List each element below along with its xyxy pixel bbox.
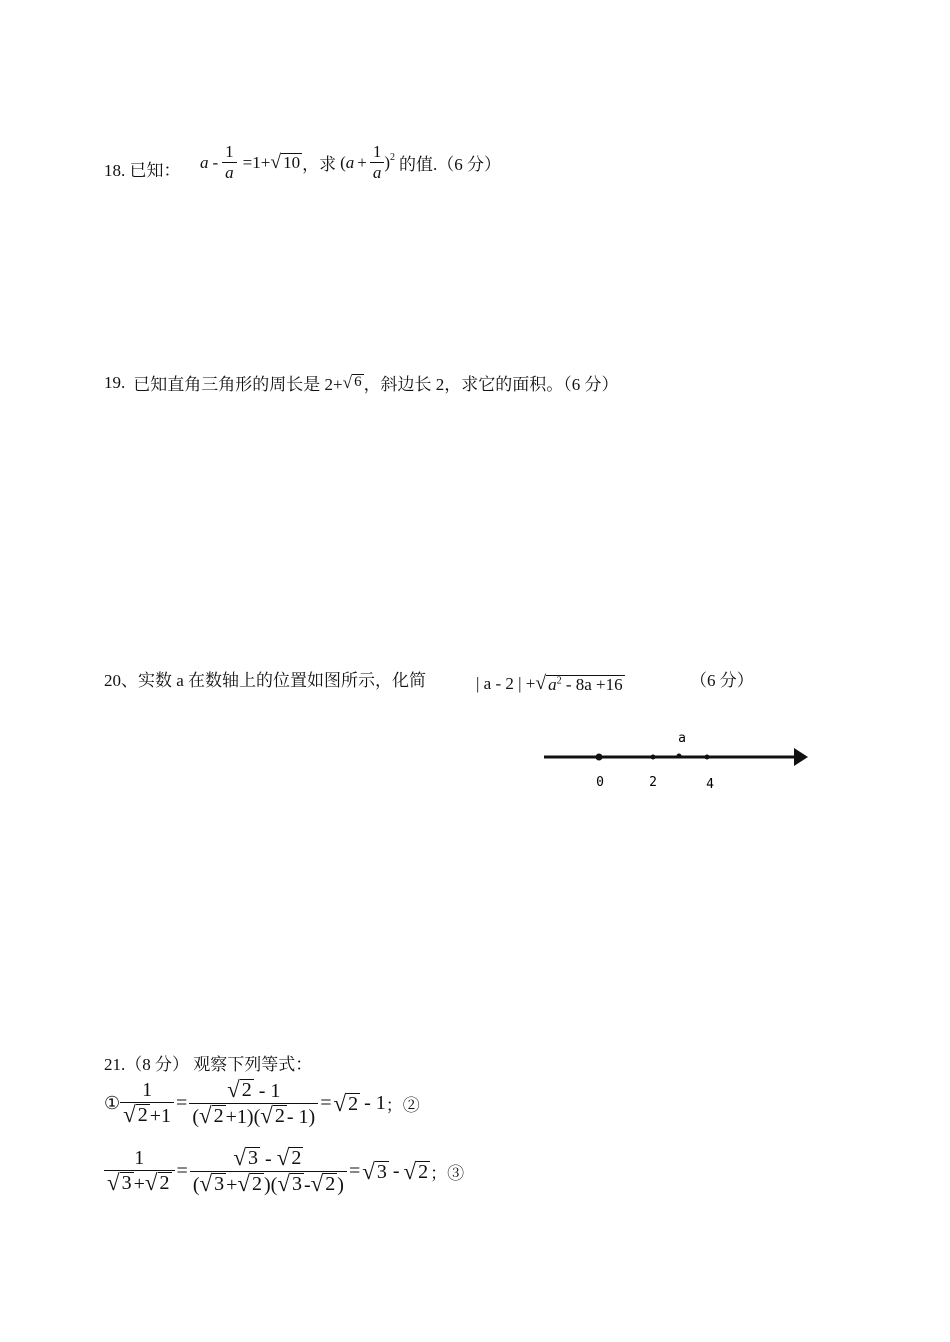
e2-frac-left: 1 √ 3 + √ 2: [104, 1147, 175, 1196]
e2-eq2: =: [348, 1160, 361, 1182]
q18-tail: 的值.（6 分）: [399, 155, 502, 174]
q19-text1: 已知直角三角形的周长是 2+: [133, 375, 343, 394]
q21-equation-1: [104, 1078, 420, 1129]
q21-header: 21.（8 分） 观察下列等式：: [104, 1055, 313, 1074]
q20-score: （6 分）: [690, 671, 754, 690]
q18-plus: +: [357, 152, 367, 172]
q20-text: 实数 a 在数轴上的位置如图所示，化简: [138, 671, 427, 690]
q20-sqrt: √ $a^2 - 8a +16$: [535, 673, 623, 695]
q18-paren-open: (: [340, 152, 346, 172]
q18-a2: a: [345, 152, 355, 172]
e1-eq: =: [176, 1092, 188, 1114]
q19-text2: ，斜边长 2，求它的面积。（6 分）: [363, 375, 619, 394]
point-a: [677, 754, 682, 759]
q18-intro: 已知：: [129, 161, 181, 180]
q18-number: 18.: [104, 161, 126, 180]
tick-label-4: 4: [706, 777, 714, 792]
q18-square: 2: [390, 152, 396, 163]
tick-label-0: 0: [596, 775, 604, 790]
q18-mid: ，求: [302, 155, 337, 174]
q20-abs: | a - 2 | +: [476, 674, 536, 693]
q18-sqrt10: √ 10: [270, 151, 301, 173]
question-18: [104, 156, 181, 181]
q20-number: 20、: [104, 671, 138, 690]
e2-frac-right: √ 3 - √ 2 ( √ 3 + √ 2 )( √ 3 - √ 2 ): [190, 1146, 347, 1197]
q19-number: 19.: [104, 372, 126, 392]
e1-result-rest: - 1: [364, 1092, 386, 1114]
circle-1: ①: [104, 1093, 121, 1113]
q18-minus: -: [212, 152, 219, 172]
question-20: [104, 666, 426, 691]
tick-0: [596, 754, 603, 761]
e1-eq2: =: [320, 1092, 332, 1114]
q18-lhs-a: a: [200, 152, 209, 172]
q18-formula: [200, 142, 501, 183]
q18-frac2: $\frac{1}{a}$: [370, 142, 385, 183]
e2-result-sqrt3: √ 3: [362, 1159, 387, 1184]
tick-label-2: 2: [649, 775, 657, 790]
q19-sqrt6: √ 6: [342, 372, 362, 392]
e1-frac-right: √ 2 - 1 ( √ 2 +1)( √ 2 - 1): [189, 1078, 318, 1129]
question-19: [104, 370, 619, 395]
number-line-figure: [538, 728, 818, 798]
q20-formula: [476, 674, 625, 694]
e1-result-sqrt: √ 2: [333, 1091, 359, 1116]
e1-separator: ；②: [385, 1096, 420, 1115]
q18-eq: =1+: [242, 152, 271, 172]
q18-paren-close: ): [384, 152, 391, 172]
tick-4: [705, 755, 710, 760]
e2-result-minus: -: [392, 1160, 400, 1182]
tick-2: [651, 755, 656, 760]
e1-frac-left: 1 √ 2 +1: [120, 1079, 174, 1128]
number-line-arrow: [794, 748, 808, 766]
e2-separator: ；③: [430, 1164, 465, 1183]
e2-eq: =: [176, 1160, 188, 1182]
q21-equation-2: [104, 1146, 464, 1197]
e2-result-sqrt2: √ 2: [403, 1159, 429, 1184]
point-label-a: a: [678, 731, 686, 746]
q18-frac1: $\frac{1}{a}$: [222, 142, 237, 183]
